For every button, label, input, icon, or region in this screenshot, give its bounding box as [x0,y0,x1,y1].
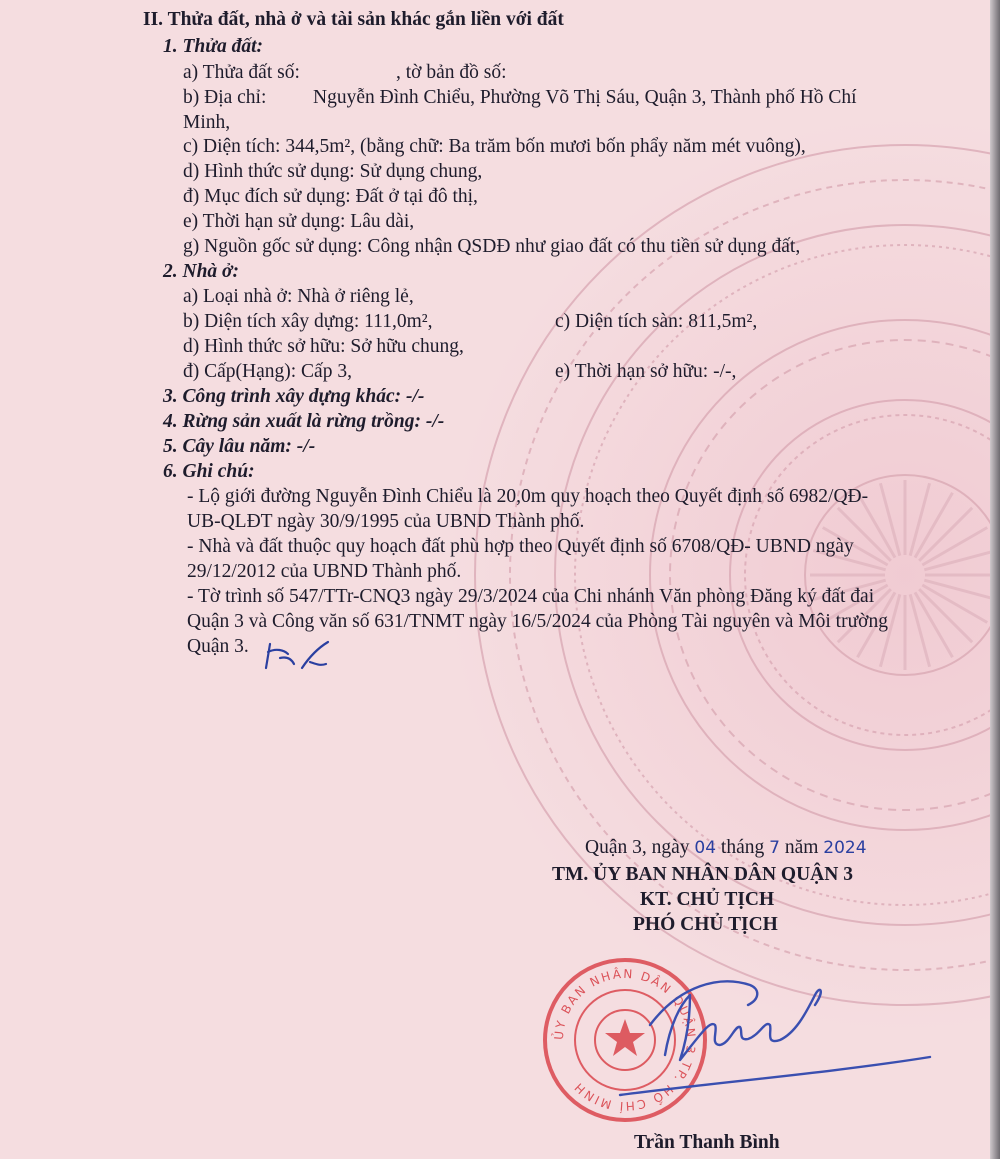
signature [610,965,940,1115]
note-line: - Tờ trình số 547/TTr-CNQ3 ngày 29/3/2024 của Chi nhánh Văn phòng Đăng ký đất đai [187,586,875,607]
ownership-term: e) Thời hạn sở hữu: -/-, [555,361,737,382]
address-value: Nguyễn Đình Chiểu, Phường Võ Thị Sáu, Quận 3, Thành phố Hồ Chí [313,87,857,108]
ownership-form: d) Hình thức sở hữu: Sở hữu chung, [183,336,464,357]
handwritten-initials [258,638,338,678]
signer-role-1: KT. CHỦ TỊCH [640,889,775,910]
usage-term: e) Thời hạn sử dụng: Lâu dài, [183,211,415,232]
perennial-trees: 5. Cây lâu năm: -/- [163,436,316,457]
section-title: II. Thửa đất, nhà ở và tài sản khác gắn liền với đất [143,9,564,30]
house-heading: 2. Nhà ở: [163,261,240,282]
house-type: a) Loại nhà ở: Nhà ở riêng lẻ, [183,286,414,307]
date-line [585,836,867,860]
address-label: b) Địa chỉ: [183,87,267,108]
note-line: Quận 3. [187,636,249,657]
built-area: b) Diện tích xây dựng: 111,0m², [183,311,433,332]
land-area: c) Diện tích: 344,5m², (bằng chữ: Ba trăm bốn mươi bốn phẩy năm mét vuông), [183,136,806,157]
date-day: 04 [694,838,717,858]
seal-text: ỦY BAN NHÂN DÂN QUẬN 3 TP. HỒ CHÍ MINH [551,966,699,1114]
date-year: 2024 [823,838,867,858]
date-month-label: tháng [720,837,765,858]
note-line: - Lộ giới đường Nguyễn Đình Chiểu là 20,0m quy hoạch theo Quyết định số 6982/QĐ- [187,486,869,507]
production-forest: 4. Rừng sản xuất là rừng trồng: -/- [163,411,445,432]
page-edge-shadow [990,0,1000,1159]
notes-heading: 6. Ghi chú: [163,461,255,482]
note-line: Quận 3 và Công văn số 631/TNMT ngày 16/5/2024 của Phòng Tài nguyên và Môi trường [187,611,888,632]
floor-area: c) Diện tích sàn: 811,5m², [555,311,758,332]
signer-name: Trần Thanh Bình [634,1132,780,1153]
date-year-label: năm [784,837,819,858]
usage-form: d) Hình thức sử dụng: Sử dụng chung, [183,161,483,182]
house-grade: đ) Cấp(Hạng): Cấp 3, [183,361,352,382]
address-continued: Minh, [183,112,231,133]
land-heading: 1. Thửa đất: [163,36,263,57]
note-line: 29/12/2012 của UBND Thành phố. [187,561,462,582]
note-line: UB-QLĐT ngày 30/9/1995 của UBND Thành phố. [187,511,585,532]
issuing-organization: TM. ỦY BAN NHÂN DÂN QUẬN 3 [552,864,853,885]
usage-purpose: đ) Mục đích sử dụng: Đất ở tại đô thị, [183,186,478,207]
note-line: - Nhà và đất thuộc quy hoạch đất phù hợp theo Quyết định số 6708/QĐ- UBND ngày [187,536,854,557]
map-sheet: , tờ bản đồ số: [396,62,507,83]
usage-origin: g) Nguồn gốc sử dụng: Công nhận QSDĐ như giao đất có thu tiền sử dụng đất, [183,236,801,257]
other-construction: 3. Công trình xây dựng khác: -/- [163,386,425,407]
date-prefix: Quận 3, ngày [585,837,690,858]
signer-role-2: PHÓ CHỦ TỊCH [633,914,778,935]
date-month: 7 [769,838,780,858]
lot-number: a) Thửa đất số: [183,62,300,83]
